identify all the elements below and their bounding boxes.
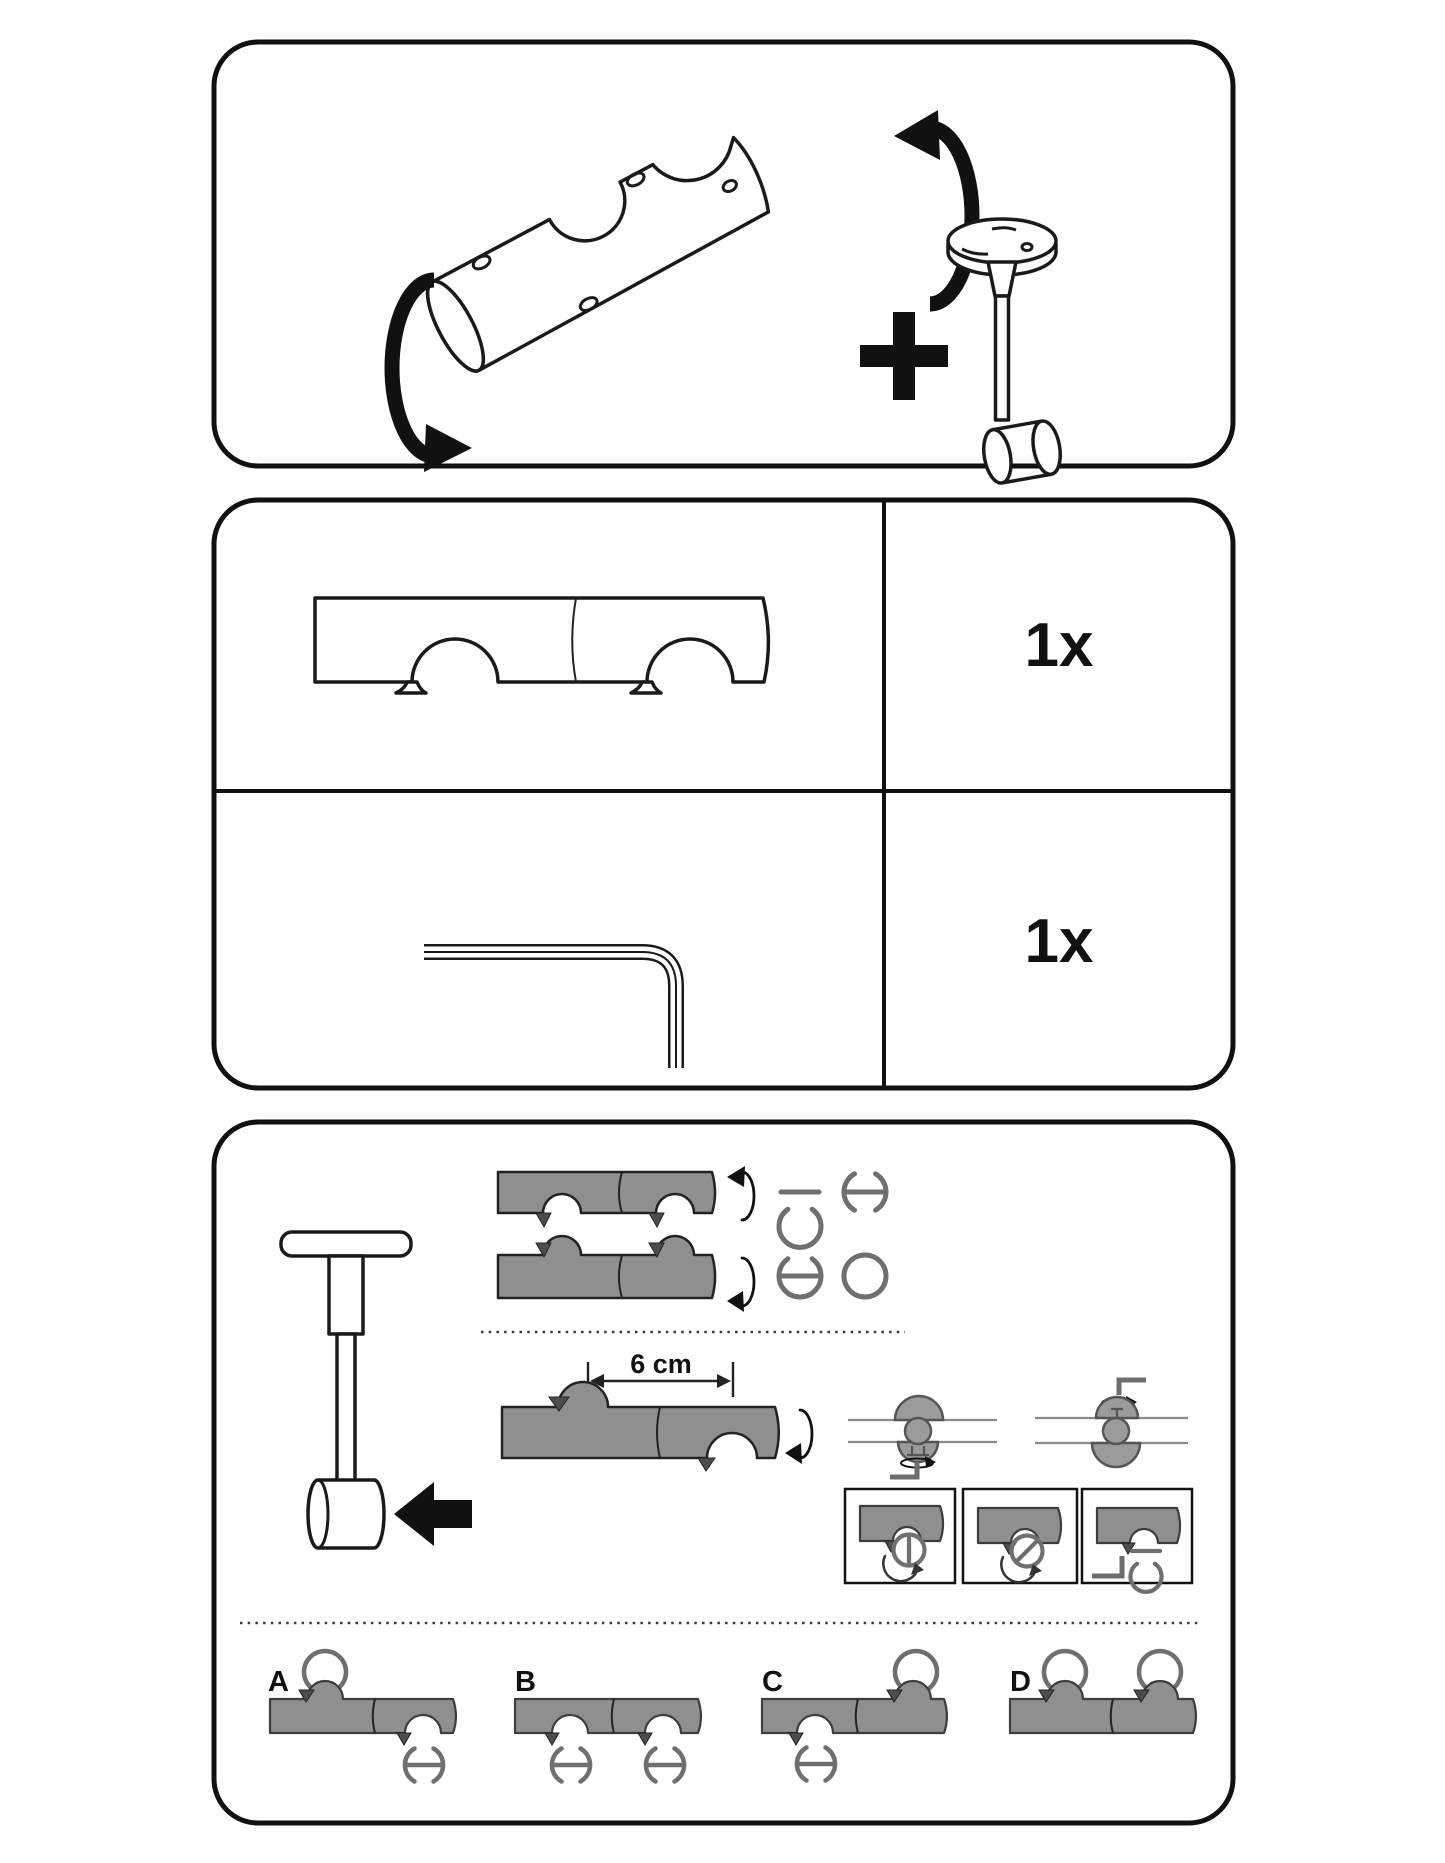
qty-allen-key: 1x [1024, 907, 1094, 976]
step-box-2 [963, 1489, 1077, 1583]
panel-rotate-adapter [214, 42, 1233, 485]
step-box-3 [1082, 1489, 1192, 1592]
step-box-1 [845, 1489, 955, 1583]
option-label: B [515, 1666, 536, 1698]
option-label: C [762, 1666, 783, 1698]
option-label: D [1010, 1666, 1031, 1698]
panel-border [214, 42, 1233, 466]
assembly-panel [214, 1122, 1233, 1823]
option-label: A [268, 1666, 289, 1698]
panel-border [214, 500, 1233, 1088]
parts-list-table [214, 500, 1233, 1088]
dimension-label: 6 cm [630, 1349, 692, 1379]
qty-adapter: 1x [1024, 611, 1094, 680]
